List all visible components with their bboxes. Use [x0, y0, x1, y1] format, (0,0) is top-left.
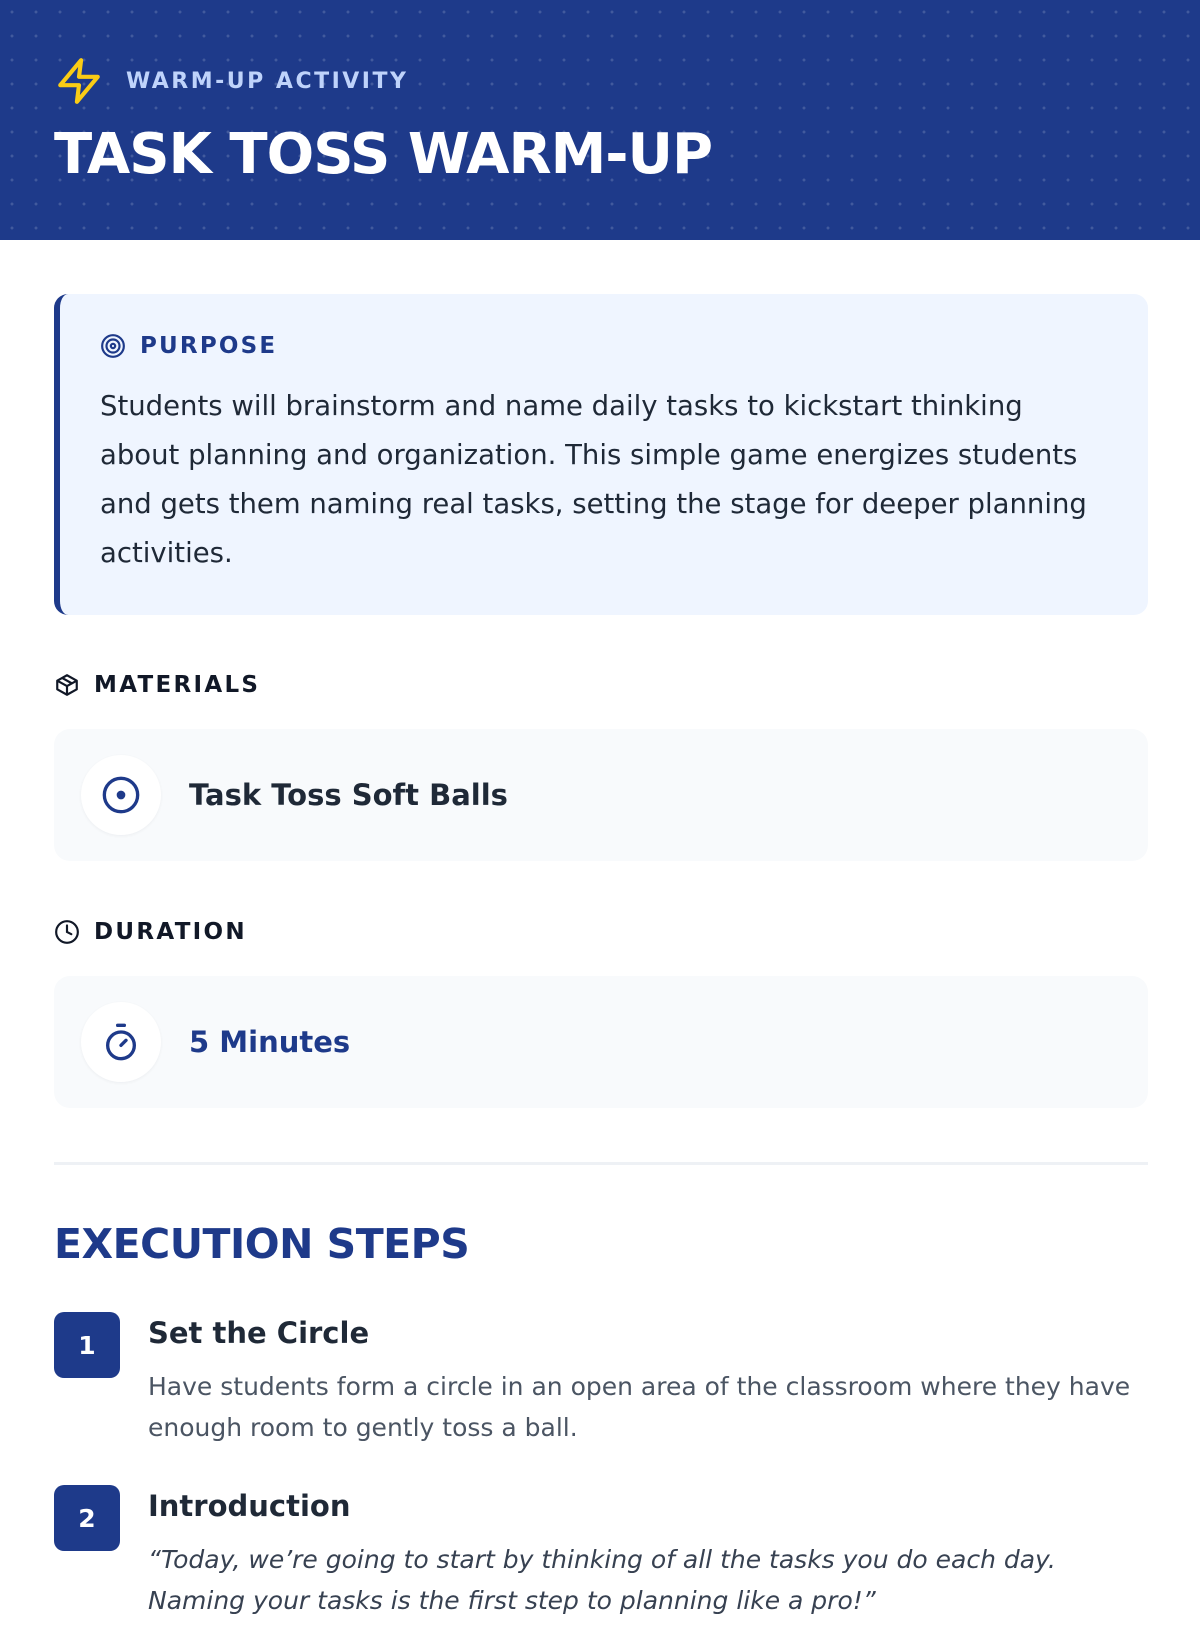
kicker-row [54, 56, 408, 106]
step-number-badge: 2 [54, 1485, 120, 1551]
purpose-card [54, 294, 1148, 615]
step-item [54, 1485, 1148, 1625]
execution-steps-title: EXECUTION STEPS [54, 1220, 470, 1268]
materials-icon-circle [81, 755, 161, 835]
target-icon [100, 333, 126, 359]
step-title: Introduction [148, 1489, 351, 1523]
materials-item: Task Toss Soft Balls [189, 778, 508, 812]
duration-value: 5 Minutes [189, 1025, 351, 1059]
duration-icon-circle [81, 1002, 161, 1082]
step-item [54, 1312, 1148, 1452]
materials-card [54, 729, 1148, 861]
step-quote: “Today, we’re going to start by thinking of all the tasks you do each day. Naming your tasks is the first step to planning like a pro!” [148, 1545, 1056, 1615]
page-title: TASK TOSS WARM-UP [54, 122, 713, 187]
clock-icon [54, 919, 80, 945]
purpose-text: Students will brainstorm and name daily tasks to kickstart thinking about planning and organization. This simple game energizes students and gets them naming real tasks, setting the stage for deeper planning activities. [100, 390, 1087, 569]
header-banner [0, 0, 1200, 240]
ball-icon [101, 775, 141, 815]
duration-label-row [54, 918, 247, 946]
stopwatch-icon [101, 1022, 141, 1062]
step-title: Set the Circle [148, 1316, 370, 1350]
duration-card [54, 976, 1148, 1108]
activity-kicker: WARM-UP ACTIVITY [126, 68, 409, 94]
lightning-bolt-icon [54, 56, 104, 106]
section-divider [54, 1162, 1148, 1165]
materials-label-row [54, 671, 260, 699]
step-description: Have students form a circle in an open area of the classroom where they have enough room to gently toss a ball. [148, 1372, 1131, 1442]
materials-label: MATERIALS [94, 672, 261, 698]
purpose-label: PURPOSE [140, 333, 278, 359]
duration-label: DURATION [94, 919, 247, 945]
box-icon [54, 672, 80, 698]
purpose-label-row [100, 332, 1108, 360]
step-number-badge: 1 [54, 1312, 120, 1378]
